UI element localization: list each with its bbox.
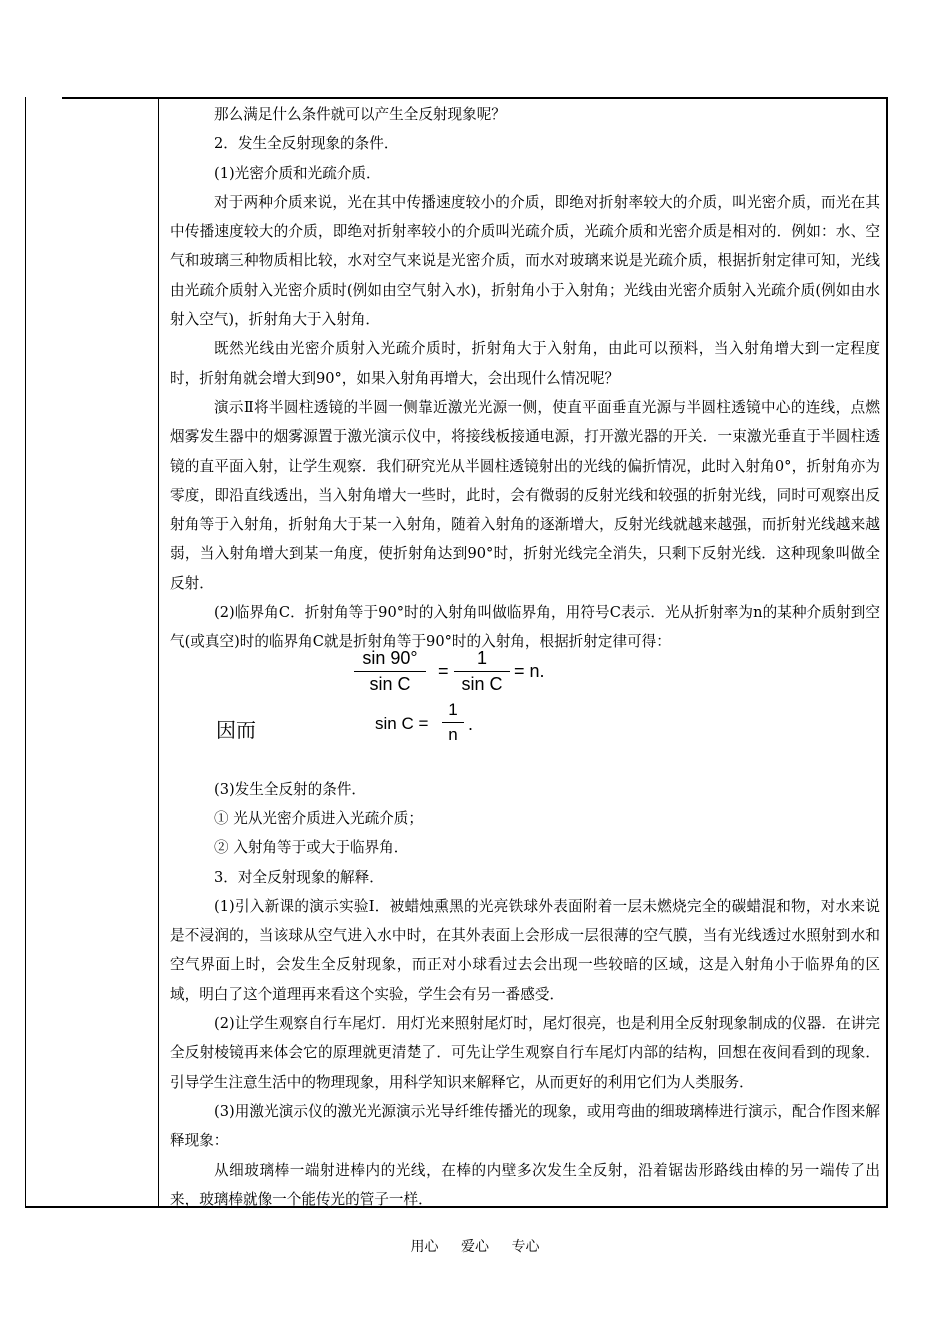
section-heading: 2．发生全反射现象的条件． (214, 135, 399, 153)
formula-result: = n. (514, 661, 545, 681)
table-right-border (886, 99, 888, 1208)
list-item: ① 光从光密介质进入光疏介质； (214, 809, 423, 827)
paragraph: (1)引入新课的演示实验Ⅰ．被蜡烛熏黑的光亮铁球外表面附着一层未燃烧完全的碳蜡混和物，对水来说是不浸润的，当该球从空气进入水中时，在其外表面上会形成一层很薄的空气膜，当有光线透过水照射到水和空气界面上时，会发生全反射现象，而正对小球看过去会出现一些较暗的区域，这是入射角小于临界角的区域，明白了这个道理再来看这个实验，学生会有另一番感受． (170, 897, 880, 1003)
section-heading: 3．对全反射现象的解释． (214, 868, 384, 886)
fraction-denominator: n (442, 722, 464, 745)
paragraph: 对于两种介质来说，光在其中传播速度较小的介质，即绝对折射率较大的介质，叫光密介质，而光在其中传播速度较大的介质，即绝对折射率较小的介质叫光疏介质，光疏介质和光密介质是相对的．例如：水、空气和玻璃三种物质相比较，水对空气来说是光密介质，而水对玻璃来说是光疏介质，根据折射定律可知，光线由光疏介质射入光密介质时(例如由空气射入水)，折射角小于入射角；光线由光密介质射入光疏介质(例如由水射入空气)，折射角大于入射角． (170, 193, 880, 329)
subsection-heading: (1)光密介质和光疏介质． (214, 164, 381, 182)
paragraph: (2)临界角C．折射角等于90°时的入射角叫做临界角，用符号C表示．光从折射率为n的某种介质射到空气(或真空)时的临界角C就是折射角等于90°时的入射角，根据折射定律可得： (170, 604, 880, 651)
page-footer: 用心 爱心 专心 (410, 1239, 540, 1255)
formula-fraction-right (454, 648, 510, 695)
critical-angle-formula (354, 648, 594, 700)
formula-fraction (442, 700, 464, 745)
therefore-label: 因而 (216, 718, 256, 742)
equals-sign: = (438, 661, 449, 681)
fraction-numerator: sin 90° (362, 648, 418, 668)
paragraph: 那么满足什么条件就可以产生全反射现象呢？ (214, 106, 506, 123)
paragraph: 演示Ⅱ将半圆柱透镜的半圆一侧靠近激光光源一侧，使直平面垂直光源与半圆柱透镜中心的连线，点燃烟雾发生器中的烟雾源置于激光演示仪中，将接线板接通电源，打开激光器的开关．一束激光垂直于半圆柱透镜的直平面入射，让学生观察．我们研究光从半圆柱透镜射出的光线的偏折情况，此时入射角0°，折射角亦为零度，即沿直线透出，当入射角增大一些时，此时，会有微弱的反射光线和较强的折射光线，同时可观察出反射角等于入射角，折射角大于某一入射角，随着入射角的逐渐增大，反射光线就越来越强，而折射光线越来越弱，当入射角增大到某一角度，使折射角达到90°时，折射光线完全消失，只剩下反射光线．这种现象叫做全反射． (170, 398, 880, 592)
table-top-rule (62, 97, 888, 99)
formula-fraction-left (354, 648, 426, 695)
fraction-numerator: 1 (476, 648, 487, 668)
paragraph: 从细玻璃棒一端射进棒内的光线，在棒的内壁多次发生全反射，沿着锯齿形路线由棒的另一端传了出来，玻璃棒就像一个能传光的管子一样． (170, 1161, 880, 1208)
subsection-heading: (3)发生全反射的条件． (214, 780, 367, 798)
table-column-divider (158, 99, 159, 1206)
fraction-denominator: sin C (354, 671, 426, 695)
paragraph: (2)让学生观察自行车尾灯．用灯光来照射尾灯时，尾灯很亮，也是利用全反射现象制成的仪器．在讲完全反射棱镜再来体会它的原理就更清楚了．可先让学生观察自行车尾灯内部的结构，回想在夜间看到的现象．引导学生注意生活中的物理现象，用科学知识来解释它，从而更好的利用它们为人类服务． (170, 1015, 880, 1091)
fraction-numerator: 1 (448, 700, 458, 719)
formula-period: . (468, 714, 474, 734)
list-item: ② 入射角等于或大于临界角． (214, 839, 409, 857)
paragraph: (3)用激光演示仪的激光光源演示光导纤维传播光的现象，或用弯曲的细玻璃棒进行演示，配合作图来解释现象： (170, 1102, 880, 1150)
formula-lhs: sin C = (375, 714, 429, 733)
sin-c-formula (216, 700, 516, 752)
fraction-denominator: sin C (454, 671, 510, 695)
paragraph: 既然光线由光密介质射入光疏介质时，折射角大于入射角，由此可以预料，当入射角增大到一定程度时，折射角就会增大到90°，如果入射角再增大，会出现什么情况呢？ (170, 340, 880, 387)
